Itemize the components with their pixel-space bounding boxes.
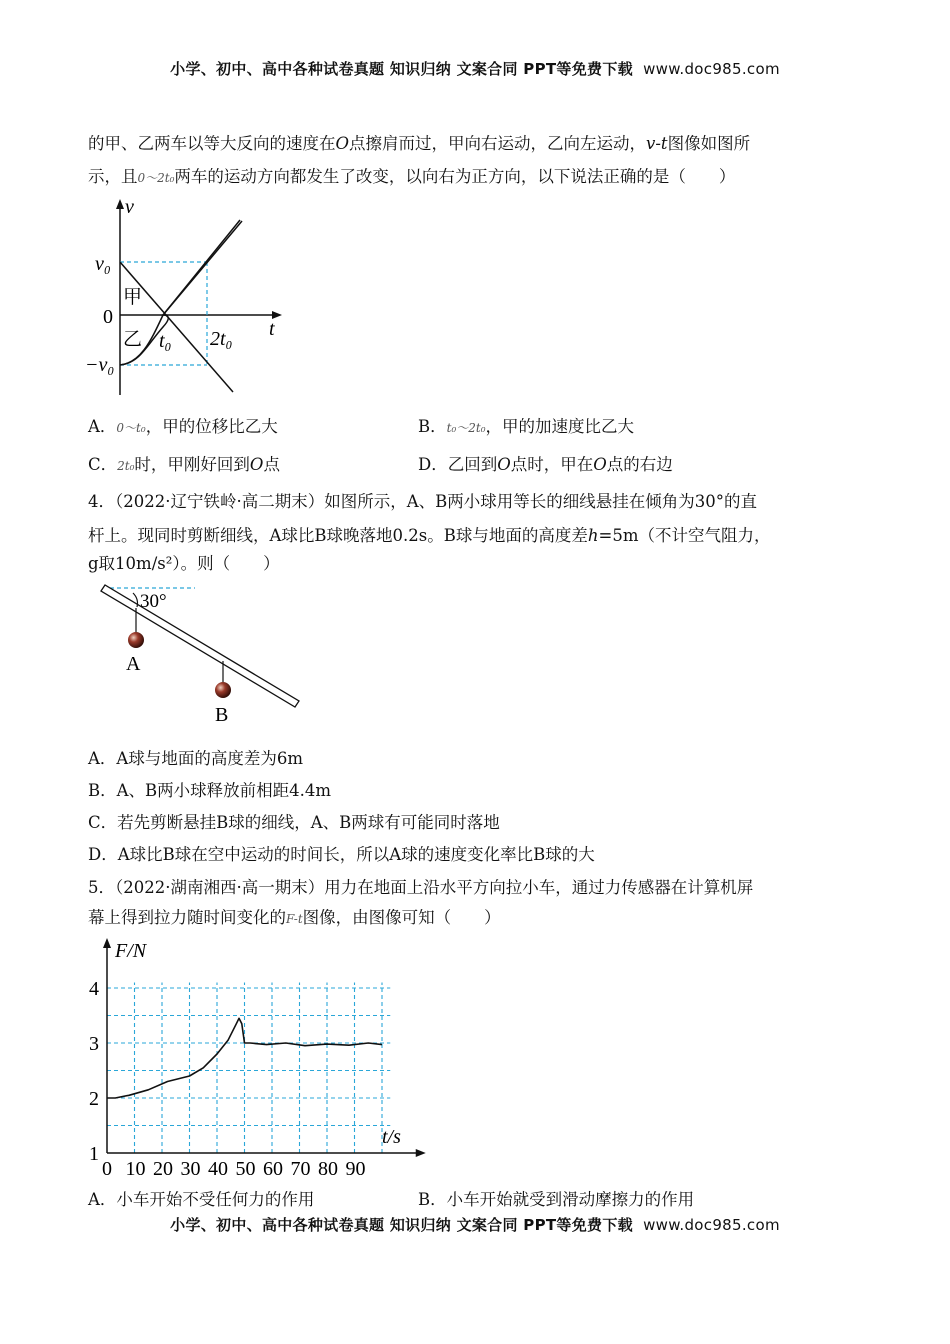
q5-option-b[interactable]: B．小车开始就受到滑动摩擦力的作用 (418, 1190, 695, 1209)
x-tick-label: 60 (263, 1158, 283, 1180)
x-tick-label: 10 (125, 1158, 146, 1180)
x-tick-label: 90 (345, 1158, 366, 1180)
y-tick-label: 1 (89, 1143, 99, 1165)
header-url[interactable]: www.doc985.com (643, 60, 780, 78)
q3-option-c[interactable]: C．2t₀时，甲刚好回到O点 (88, 455, 280, 474)
y-axis-arrow (103, 938, 111, 948)
inclined-rod (101, 585, 299, 707)
x-tick-label: 0 (102, 1158, 112, 1180)
page-header (0, 58, 950, 79)
header-text: 小学、初中、高中各种试卷真题 知识归纳 文案合同 PPT等免费下载 (170, 60, 633, 78)
q4-stem-line2: 杆上。现同时剪断细线，A球比B球晚落地0.2s。B球与地面的高度差h=5m（不计空气阻力， (88, 526, 771, 545)
q3-option-d[interactable]: D．乙回到O点时，甲在O点的右边 (418, 455, 673, 474)
q3-stem-line2: 示，且0～2t₀两车的运动方向都发生了改变，以向右为正方向，以下说法正确的是（ ） (88, 167, 736, 186)
angle-label: 30° (140, 591, 167, 612)
q4-option-a[interactable]: A．A球与地面的高度差为6m (88, 749, 303, 768)
page-footer (0, 1214, 950, 1235)
q4-option-c[interactable]: C．若先剪断悬挂B球的细线，A、B两球有可能同时落地 (88, 813, 500, 832)
q4-stem-line1: 4．（2022·辽宁铁岭·高二期末）如图所示，A、B两小球用等长的细线悬挂在倾角为30°的直 (88, 492, 758, 511)
footer-text: 小学、初中、高中各种试卷真题 知识归纳 文案合同 PPT等免费下载 (170, 1216, 633, 1234)
t-axis-label: t (269, 318, 275, 340)
footer-url[interactable]: www.doc985.com (643, 1216, 780, 1234)
x-tick-label: 30 (180, 1158, 201, 1180)
v-axis-label: v (125, 196, 134, 218)
q4-figure (95, 583, 310, 728)
jia-label: 甲 (123, 287, 143, 308)
y-tick-label: 4 (89, 978, 99, 1000)
x-tick-label: 50 (235, 1158, 256, 1180)
q4-stem-line3: g取10m/s²）。则（ ） (88, 554, 280, 573)
x-tick-label: 20 (153, 1158, 173, 1180)
neg-v0-label: −v₀ (85, 354, 115, 376)
q3-vt-graph (85, 195, 295, 400)
x-tick-label: 80 (318, 1158, 338, 1180)
2t0-label: 2t₀ (210, 328, 233, 350)
y-axis-label: F/N (115, 940, 147, 962)
v-axis-arrow (116, 199, 124, 209)
ball-b-label: B (215, 704, 229, 726)
q4-option-d[interactable]: D．A球比B球在空中运动的时间长，所以A球的速度变化率比B球的大 (88, 845, 595, 864)
x-tick-label: 40 (208, 1158, 228, 1180)
y-tick-label: 2 (89, 1088, 99, 1110)
y-tick-label: 3 (89, 1033, 99, 1055)
q5-stem-line2: 幕上得到拉力随时间变化的F-t图像，由图像可知（ ） (88, 908, 501, 927)
origin-label: 0 (103, 306, 113, 328)
q5-ft-chart (85, 935, 435, 1180)
ball-a-label: A (126, 653, 141, 675)
jia-line (120, 262, 233, 392)
q5-stem-line1: 5．（2022·湖南湘西·高一期末）用力在地面上沿水平方向拉小车，通过力传感器在计算机屏 (88, 878, 754, 897)
ball-b (215, 682, 231, 698)
x-tick-label: 70 (290, 1158, 311, 1180)
q4-option-b[interactable]: B．A、B两小球释放前相距4.4m (88, 781, 332, 800)
q3-option-b[interactable]: B．t₀～2t₀，甲的加速度比乙大 (418, 417, 635, 436)
ball-a (128, 632, 144, 648)
x-axis-arrow (416, 1149, 426, 1157)
x-axis-label: t/s (382, 1126, 401, 1148)
q3-option-a[interactable]: A．0～t₀，甲的位移比乙大 (88, 417, 278, 436)
t0-label: t₀ (159, 330, 172, 352)
v0-label: v₀ (95, 253, 111, 275)
q3-stem-line1: 的甲、乙两车以等大反向的速度在O点擦肩而过，甲向右运动，乙向左运动，v-t图像如图所 (88, 134, 751, 153)
q5-option-a[interactable]: A．小车开始不受任何力的作用 (88, 1190, 315, 1209)
yi-label: 乙 (123, 329, 143, 350)
